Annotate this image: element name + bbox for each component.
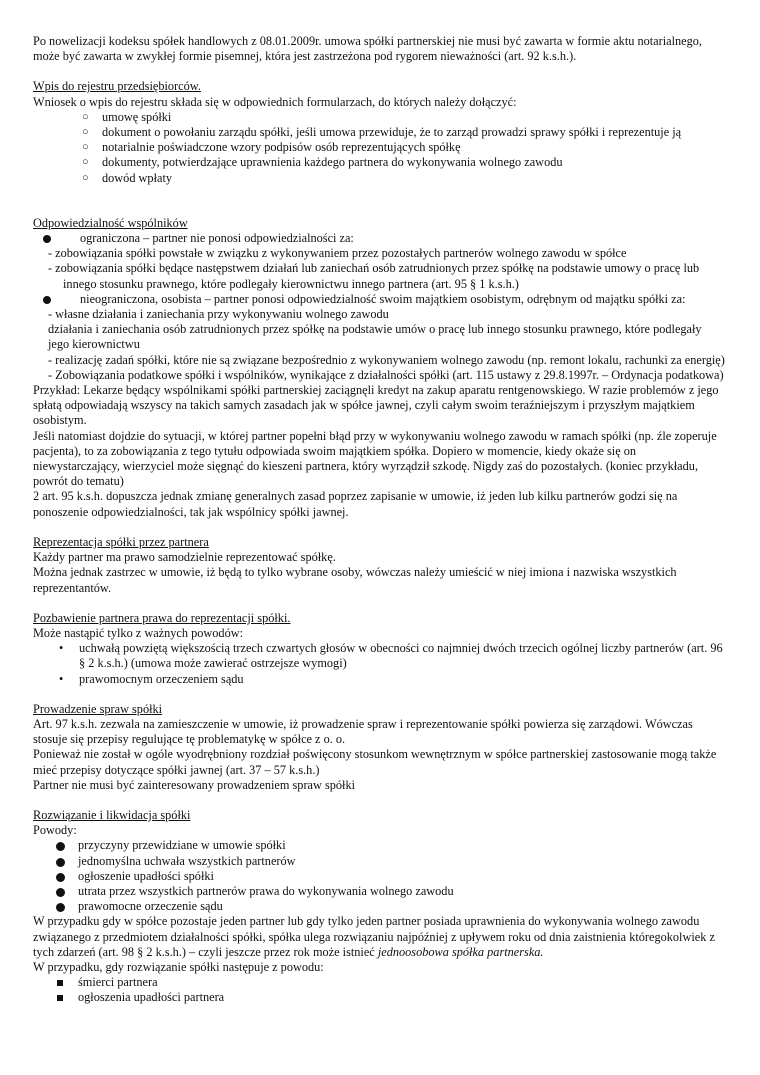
bullet-icon — [56, 903, 65, 912]
liability-heading: Odpowiedzialność wspólników — [33, 215, 188, 230]
bullet-icon — [43, 296, 51, 304]
registry-text: Wniosek o wpis do rejestru składa się w odpowiednich formularzach, do których należy dołączyć: — [33, 94, 517, 109]
list-item: ○ notarialnie poświadczone wzory podpisów osób reprezentujących spółkę — [82, 140, 461, 155]
liability-list — [33, 231, 725, 246]
list-item: ogłoszenia upadłości partnera — [33, 990, 725, 1005]
registry-heading: Wpis do rejestru przedsiębiorców. — [33, 79, 201, 94]
square-bullet-icon — [57, 995, 63, 1001]
list-item: ○ dokument o powołaniu zarządu spółki, jeśli umowa przewiduje, że to zarząd prowadzi sprawy spółki i reprezentuje ją — [82, 125, 682, 140]
dissolution-heading: Rozwiązanie i likwidacja spółki — [33, 807, 191, 822]
list-item: śmierci partnera — [33, 975, 725, 990]
reasons-list — [33, 838, 725, 914]
intro-paragraph: Po nowelizacji kodeksu spółek handlowych z 08.01.2009r. umowa spółki partnerskiej nie musi być zawarta w formie aktu notarialnego, może być zawarta w zwykłej formie pisemnej, która jest zastrzeżona pod rygorem nieważności (art. 92 k.s.h.). — [33, 34, 702, 64]
deprivation-list — [33, 641, 725, 687]
cases-list — [33, 975, 725, 1005]
bullet-icon — [43, 235, 51, 243]
liability-list — [33, 292, 725, 307]
list-item: jednomyślna uchwała wszystkich partnerów — [33, 854, 725, 869]
list-item: ograniczona – partner nie ponosi odpowiedzialności za: — [33, 231, 725, 246]
single-partner-paragraph: W przypadku gdy w spółce pozostaje jeden partner lub gdy tylko jeden partner posiada uprawnienia do wykonywania wolnego zawodu związanego z przedmiotem działalności spółki, spółka ulega rozwiązaniu najpóźniej z upływem roku od dnia zaistnienia któregokolwiek z tych zdarzeń (art. 98 § 2 k.s.h.) – czyli jeszcze przez rok może istnieć jednoosobowa spółka partnerska. — [33, 914, 715, 959]
bullet-icon: • — [59, 671, 64, 686]
list-item: przyczyny przewidziane w umowie spółki — [33, 838, 725, 853]
list-item: • prawomocnym orzeczeniem sądu — [59, 671, 244, 686]
square-bullet-icon — [57, 980, 63, 986]
bullet-icon — [56, 873, 65, 882]
registry-list — [33, 110, 725, 186]
list-item: utrata przez wszystkich partnerów prawa do wykonywania wolnego zawodu — [33, 884, 725, 899]
list-item: • uchwałą powziętą większością trzech czwartych głosów w obecności co najmniej dwóch trzecich ogólnej liczby partnerów (art. 96 § 2 k.s.h.) (umowa może zawierać ostrzejsze wymogi) — [59, 641, 723, 671]
example-paragraph: 2 art. 95 k.s.h. dopuszcza jednak zmianę generalnych zasad poprzez zapisanie w umowie, iż jeden lub kilku partnerów godzi się na ponoszenie odpowiedzialności, tak jak wspólnicy spółki jawnej. — [33, 489, 678, 519]
bullet-icon — [56, 858, 65, 867]
list-item: ○ dokumenty, potwierdzające uprawnienia każdego partnera do wykonywania wolnego zawodu — [82, 155, 563, 170]
circle-bullet-icon: ○ — [82, 156, 89, 169]
representation-heading: Reprezentacja spółki przez partnera — [33, 534, 209, 549]
unlimited-details: - własne działania i zaniechania przy wykonywaniu wolnego zawodu działania i zaniechania osób zatrudnionych przez spółkę na podstawie umów o pracę lub innego stosunku prawnego, które podlegały jego kierownictwu - realizację zadań spółki, które nie są związane bezpośrednio z wykonywaniem wolnego zawodu (np. remont lokalu, rachunki za energię) - Zobowiązania podatkowe spółki i wspólników, wynikające z działalności spółki (art. 115 ustawy z 29.8.1997r. – Ordynacja podatkowa) — [48, 307, 725, 382]
circle-bullet-icon: ○ — [82, 126, 89, 139]
circle-bullet-icon: ○ — [82, 141, 89, 154]
list-item: ○ dowód wpłaty — [82, 170, 173, 185]
document-page: Po nowelizacji kodeksu spółek handlowych z 08.01.2009r. umowa spółki partnerskiej nie musi być zawarta w formie aktu notarialnego, może być zawarta w zwykłej formie pisemnej, która jest zastrzeżona pod rygorem nieważności (art. 92 k.s.h.). Wpis do rejestru przedsiębiorców. Wniosek o wpis do rejestru składa się w odpowiednich formularzach, do których należy dołączyć: ○ umowę spółki ○ dokument o powołaniu zarządu spółki, jeśli umowa przewiduje, że to zarząd prowadzi sprawy spółki i reprezentuje ją ○ notarialnie poświadczone wzory podpisów osób reprezentujących spółkę ○ dokumenty, potwierdzające uprawnienia każdego partnera do wykonywania wolnego zawodu ○ dowód wpłaty Odpowiedzialność wspólników ograniczona – partner nie ponosi odpowiedzialności za: - zobowiązania spółki powstałe w związku z wykonywaniem przez pozostałych partnerów wolnego zawodu w spółce - zobowiązania spółki będące następstwem działań lub zaniechań osób zatrudnionych przez spółkę na podstawie umowy o pracę lub innego stosunku prawnego, które podlegały kierownictwu innego partnera (art. 95 § 1 k.s.h.) nieograniczona, osobista – partner ponosi odpowiedzialność swoim majątkiem osobistym, odrębnym od majątku spółki za: - własne działania i zaniechania przy wykonywaniu wolnego zawodu działania i zaniechania osób zatrudnionych przez spółkę na podstawie umów o pracę lub innego stosunku prawnego, które podlegały jego kierownictwu - realizację zadań spółki, które nie są związane bezpośrednio z wykonywaniem wolnego zawodu (np. remont lokalu, rachunki za energię) - Zobowiązania podatkowe spółki i wspólników, wynikające z działalności spółki (art. 115 ustawy z 29.8.1997r. – Ordynacja podatkowa) Przykład: Lekarze będący wspólnikami spółki partnerskiej zaciągnęli kredyt na zakup aparatu rentgenowskiego. W razie problemów z jego spłatą odpowiadają wszyscy na takich samych zasadach jak w spółce jawnej, czyli całym swoim teraźniejszym i przyszłym majątkiem osobistym. Jeśli natomiast dojdzie do sytuacji, w której partner popełni błąd przy w wykonywaniu wolnego zawodu w ramach spółki (np. źle zoperuje pacjenta), to za zobowiązania z tego tytułu odpowiada swoim majątkiem spółka. Dopiero w momencie, kiedy okaże się on niewystarczający, wierzyciel może sięgnąć do kieszeni partnera, który wyrządził szkodę. Nigdy zaś do pozostałych. (koniec przykładu, powrót do tematu) 2 art. 95 k.s.h. dopuszcza jednak zmianę generalnych zasad poprzez zapisanie w umowie, iż jeden lub kilku partnerów godzi się na ponoszenie odpowiedzialności, tak jak wspólnicy spółki jawnej. Reprezentacja spółki przez partnera Każdy partner ma prawo samodzielnie reprezentować spółkę. Można jednak zastrzec w umowie, iż będą to tylko wybrane osoby, wówczas należy umieścić w niej imiona i nazwiska wszystkich reprezentantów. Pozbawienie partnera prawa do reprezentacji spółki. Może nastąpić tylko z ważnych powodów: • uchwałą powziętą większością trzech czwartych głosów w obecności co najmniej dwóch trzecich ogólnej liczby partnerów (art. 96 § 2 k.s.h.) (umowa może zawierać ostrzejsze wymogi) • prawomocnym orzeczeniem sądu Prowadzenie spraw spółki Art. 97 k.s.h. zezwala na zamieszczenie w umowie, iż prowadzenie spraw i reprezentowanie spółki powierza się zarządowi. Wówczas stosuje się przepisy regulujące tę problematykę w spółce z o. o. Ponieważ nie został w ogóle wyodrębniony rozdział poświęcony stosunkom wewnętrznym w spółce partnerskiej zastosowanie mogą także mieć przepisy dotyczące spółki jawnej (art. 37 – 57 k.s.h.) Partner nie musi być zainteresowany prowadzeniem spraw spółki Rozwiązanie i likwidacja spółki Powody: przyczyny przewidziane w umowie spółki jednomyślna uchwała wszystkich partnerów ogłoszenie upadłości spółki utrata przez wszystkich partnerów prawa do wykonywania wolnego zawodu prawomocne orzeczenie sądu W przypadku gdy w spółce pozostaje jeden partner lub gdy tylko jeden partner posiada uprawnienia do wykonywania wolnego zawodu związanego z przedmiotem działalności spółki, spółka ulega rozwiązaniu najpóźniej z upływem roku od dnia zaistnienia któregokolwiek z tych zdarzeń (art. 98 § 2 k.s.h.) – czyli jeszcze przez rok może istnieć jednoosobowa spółka partnerska. W przypadku, gdy rozwiązanie spółki następuje z powodu: śmierci partnera ogłoszenia upadłości partnera — [33, 34, 725, 1005]
list-item: nieograniczona, osobista – partner ponosi odpowiedzialność swoim majątkiem osobistym, odrębnym od majątku spółki za: — [33, 292, 725, 307]
example-paragraph: Przykład: Lekarze będący wspólnikami spółki partnerskiej zaciągnęli kredyt na zakup aparatu rentgenowskiego. W razie problemów z jego spłatą odpowiadają wszyscy na takich samych zasadach jak w spółce jawnej, czyli całym swoim teraźniejszym i przyszłym majątkiem osobistym. — [33, 383, 719, 428]
circle-bullet-icon: ○ — [82, 171, 89, 184]
list-item: ogłoszenie upadłości spółki — [33, 869, 725, 884]
example-paragraph: Jeśli natomiast dojdzie do sytuacji, w której partner popełni błąd przy w wykonywaniu wolnego zawodu w ramach spółki (np. źle zoperuje pacjenta), to za zobowiązania z tego tytułu odpowiada swoim majątkiem spółka. Dopiero w momencie, kiedy okaże się on niewystarczający, wierzyciel może sięgnąć do kieszeni partnera, który wyrządził szkodę. Nigdy zaś do pozostałych. (koniec przykładu, powrót do tematu) — [33, 428, 717, 489]
bullet-icon: • — [59, 641, 64, 656]
list-item: prawomocne orzeczenie sądu — [33, 899, 725, 914]
circle-bullet-icon: ○ — [82, 110, 89, 123]
management-heading: Prowadzenie spraw spółki — [33, 701, 163, 716]
limited-details: - zobowiązania spółki powstałe w związku z wykonywaniem przez pozostałych partnerów wolnego zawodu w spółce - zobowiązania spółki będące następstwem działań lub zaniechań osób zatrudnionych przez spółkę na podstawie umowy o pracę lub innego stosunku prawnego, które podlegały kierownictwu innego partnera (art. 95 § 1 k.s.h.) — [48, 246, 700, 291]
bullet-icon — [56, 842, 65, 851]
bullet-icon — [56, 888, 65, 897]
list-item: ○ umowę spółki — [82, 109, 172, 124]
deprivation-heading: Pozbawienie partnera prawa do reprezentacji spółki. — [33, 610, 291, 625]
